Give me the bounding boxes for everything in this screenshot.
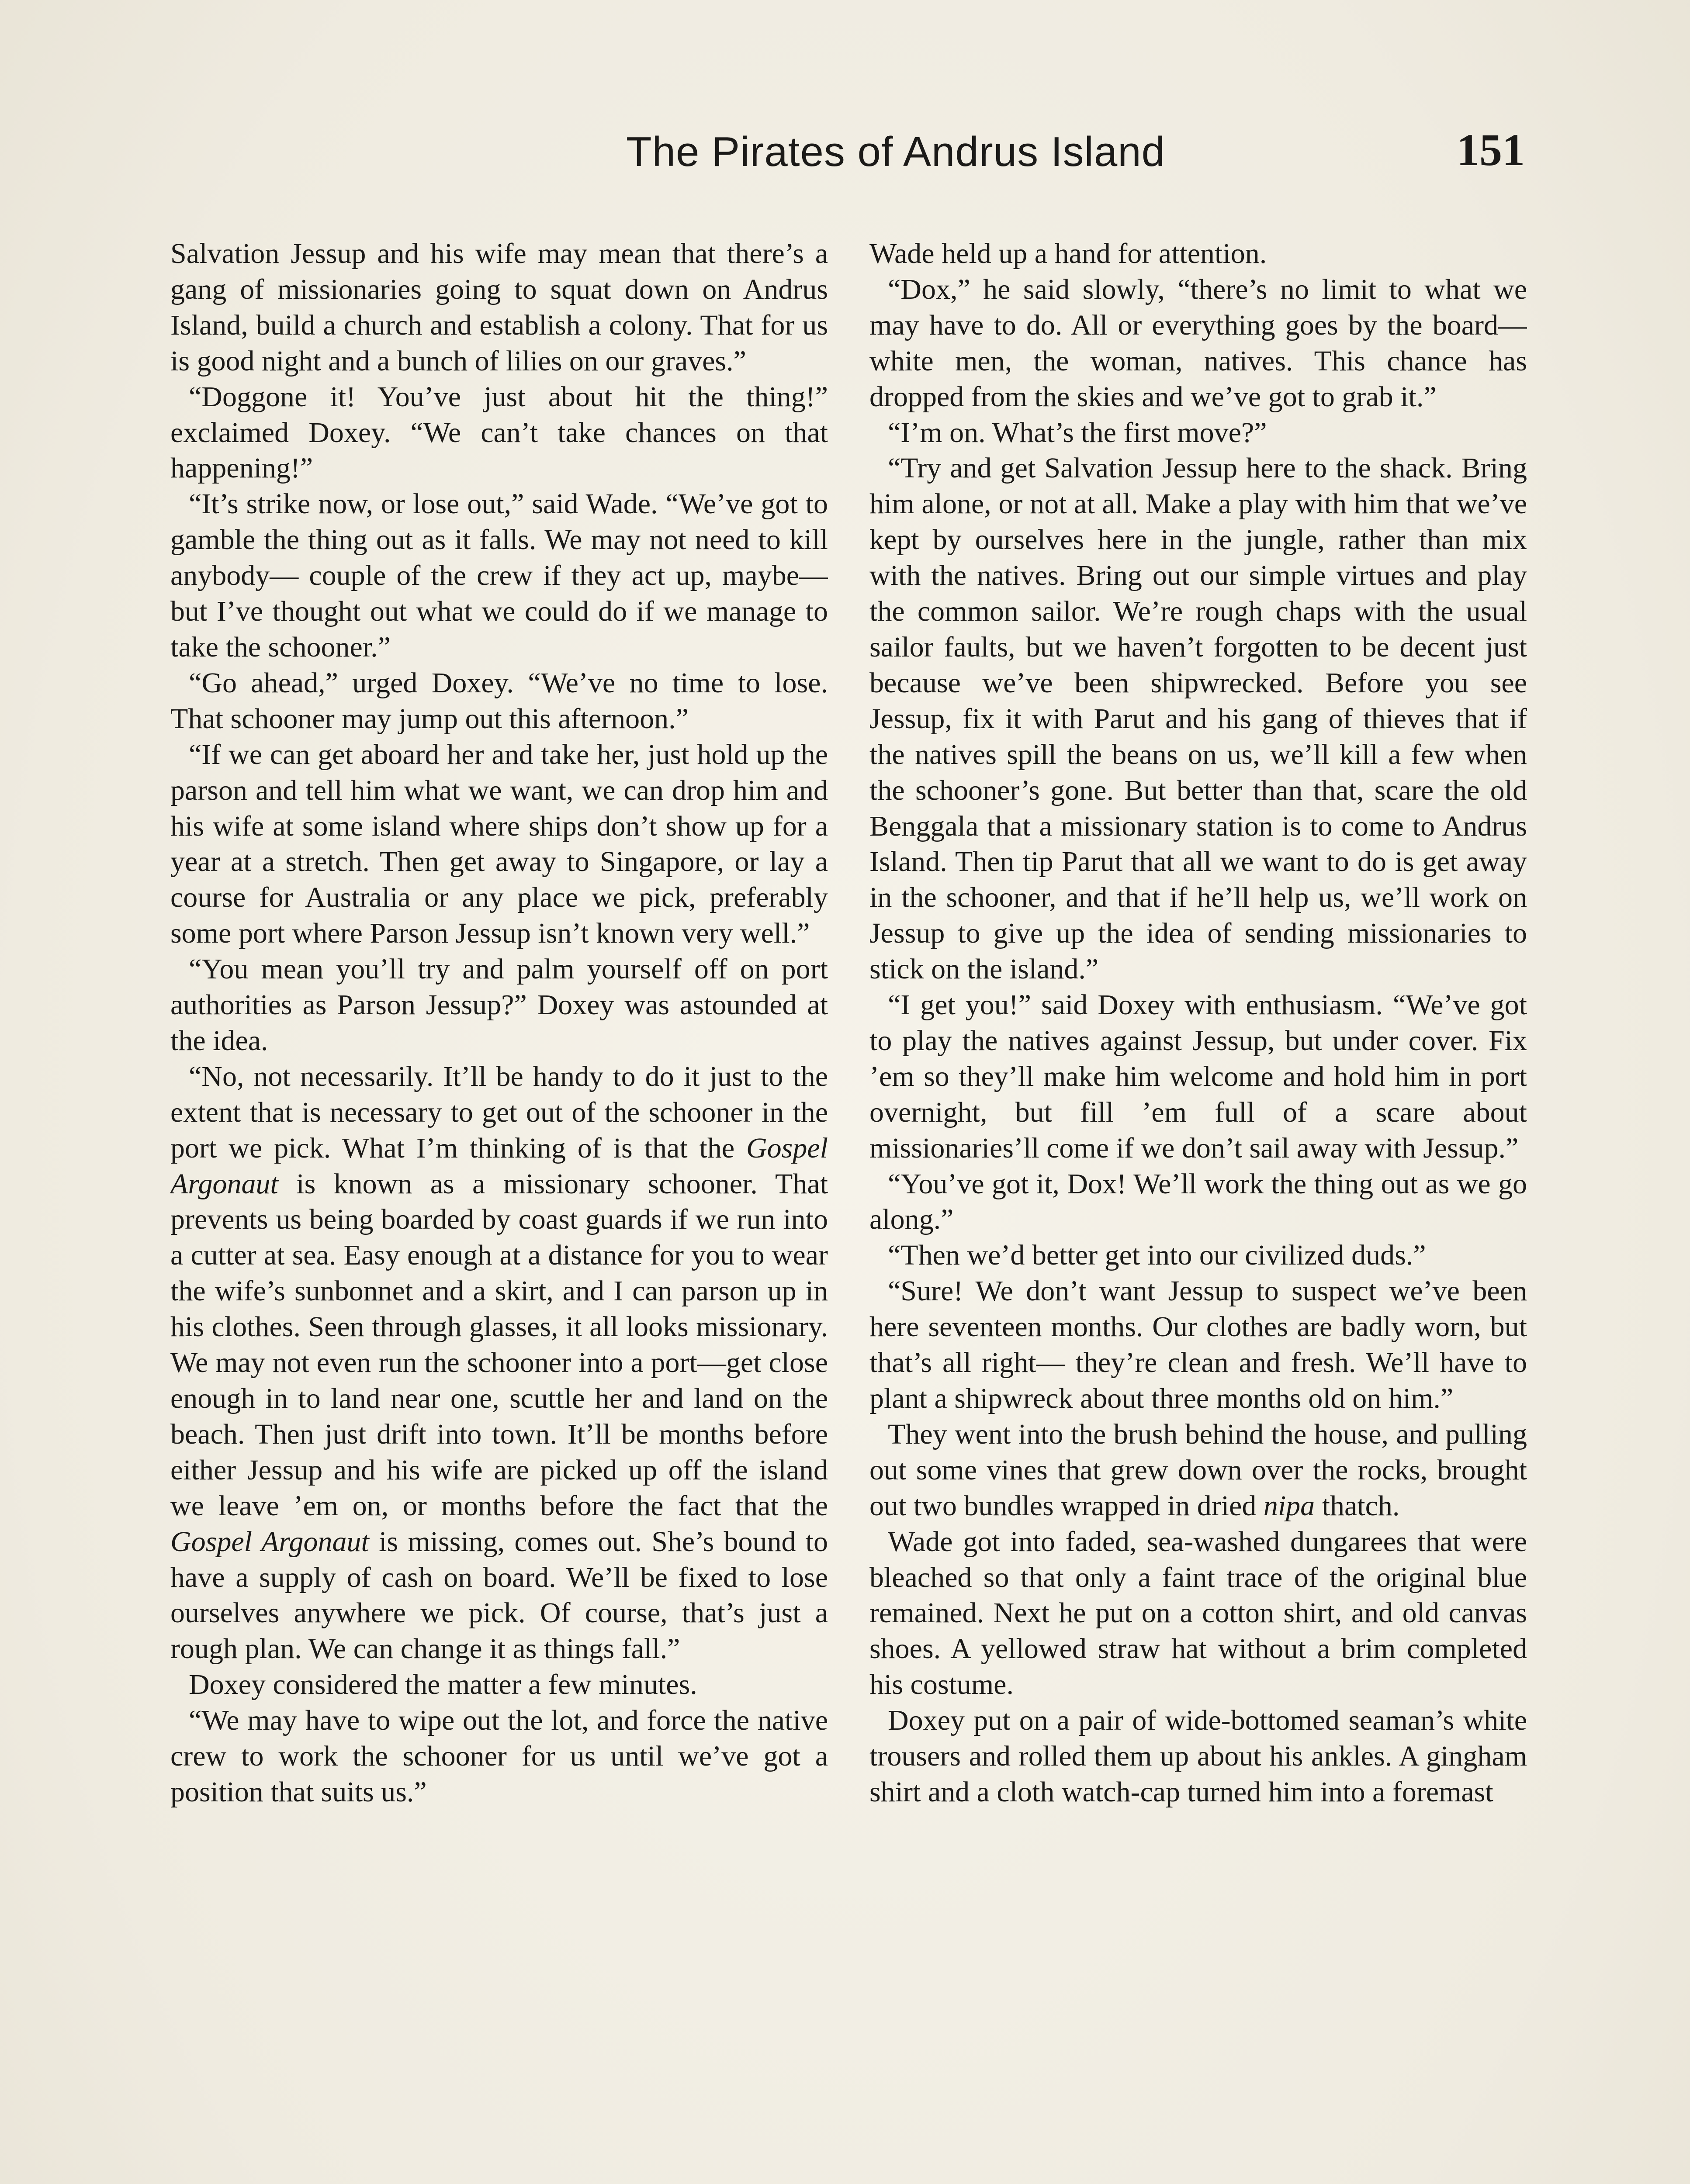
paragraph: “I get you!” said Doxey with enthusiasm. “We’ve got to play the natives against Jessup, but under cover. Fix ’em so they’ll make him welcome and hold him in port overnight, but fill ’em full of a scare about missionaries’ll come if we don’t sail away with Jessup.” [869,989,1527,1164]
paragraph: “Dox,” he said slowly, “there’s no limit to what we may have to do. All or everything goes by the board—white men, the woman, natives. This chance has dropped from the skies and we’ve got to grab it.” [869,273,1527,413]
paragraph: “It’s strike now, or lose out,” said Wade. “We’ve got to gamble the thing out as it falls. We may not need to kill anybody— couple of the crew if they act up, maybe— but I’ve thought out what we could do if we manage to take the schooner.” [170,488,828,663]
paragraph: Wade got into faded, sea-washed dungarees that were bleached so that only a faint trace of the original blue remained. Next he put on a cotton shirt, and old canvas shoes. A yellowed straw hat without a brim completed his costume. [869,1525,1527,1701]
paragraph: “Go ahead,” urged Doxey. “We’ve no time to lose. That schooner may jump out this afternoon.” [170,667,828,735]
paragraph: Doxey put on a pair of wide-bottomed seaman’s white trousers and rolled them up about his ankles. A gingham shirt and a cloth watch-cap turned him into a foremast [869,1704,1527,1808]
paragraph: Wade held up a hand for attention. [869,238,1267,270]
left-column [170,236,828,2184]
paragraph: “Try and get Salvation Jessup here to the shack. Bring him alone, or not at all. Make a play with him that we’ve kept by ourselves here in the jungle, rather than mix with the natives. Bring out our simple virtues and play the common sailor. We’re rough chaps with the usual sailor faults, but we haven’t forgotten to be decent just because we’ve been shipwrecked. Before you see Jessup, fix it with Parut and his gang of thieves that if the natives spill the beans on us, we’ll kill a few when the schooner’s gone. But better than that, scare the old Benggala that a missionary station is to come to Andrus Island. Then tip Parut that all we want to do is get away in the schooner, and that if he’ll help us, we’ll work on Jessup to give up the idea of sending missionaries to stick on the island.” [869,452,1527,985]
paragraph: “I’m on. What’s the first move?” [888,416,1267,449]
paragraph: Doxey considered the matter a few minutes. [189,1669,697,1701]
paragraph: Salvation Jessup and his wife may mean that there’s a gang of missionaries going to squat down on Andrus Island, build a church and establish a colony. That for us is good night and a bunch of lilies on our graves.” [170,238,828,377]
paragraph: “If we can get aboard her and take her, just hold up the parson and tell him what we want, we can drop him and his wife at some island where ships don’t show up for a year at a stretch. Then get away to Singapore, or lay a course for Australia or any place we pick, preferably some port where Parson Jessup isn’t known very well.” [170,738,828,950]
paragraph: “We may have to wipe out the lot, and force the native crew to work the schooner for us until we’ve got a position that suits us.” [170,1704,828,1808]
paragraph: They went into the brush behind the house, and pulling out some vines that grew down over the rocks, brought out two bundles wrapped in dried nipa thatch. [869,1418,1527,1522]
paragraph: “Doggone it! You’ve just about hit the thing!” exclaimed Doxey. “We can’t take chances on that happening!” [170,380,828,484]
paragraph: “No, not necessarily. It’ll be handy to do it just to the extent that is necessary to get out of the schooner in the port we pick. What I’m thinking of is that the Gospel Argonaut is known as a missionary schooner. That prevents us being boarded by coast guards if we run into a cutter at sea. Easy enough at a distance for you to wear the wife’s sunbonnet and a skirt, and I can parson up in his clothes. Seen through glasses, it all looks missionary. We may not even run the schooner into a port—get close enough in to land near one, scuttle her and land on the beach. Then just drift into town. It’ll be months before either Jessup and his wife are picked up off the island we leave ’em on, or months before the fact that the Gospel Argonaut is missing, comes out. She’s bound to have a supply of cash on board. We’ll be fixed to lose ourselves anywhere we pick. Of course, that’s just a rough plan. We can change it as things fall.” [170,1060,828,1665]
paragraph: “You’ve got it, Dox! We’ll work the thing out as we go along.” [869,1168,1527,1236]
paragraph: “Sure! We don’t want Jessup to suspect we’ve been here seventeen months. Our clothes are badly worn, but that’s all right— they’re clean and fresh. We’ll have to plant a shipwreck about three months old on him.” [869,1275,1527,1414]
paragraph: “You mean you’ll try and palm yourself off on port authorities as Parson Jessup?” Doxey was astounded at the idea. [170,953,828,1057]
page-number: 151 [1457,125,1525,175]
running-header-title: The Pirates of Andrus Island [626,128,1165,175]
paragraph: “Then we’d better get into our civilized duds.” [888,1239,1426,1272]
right-column [869,236,1527,2184]
